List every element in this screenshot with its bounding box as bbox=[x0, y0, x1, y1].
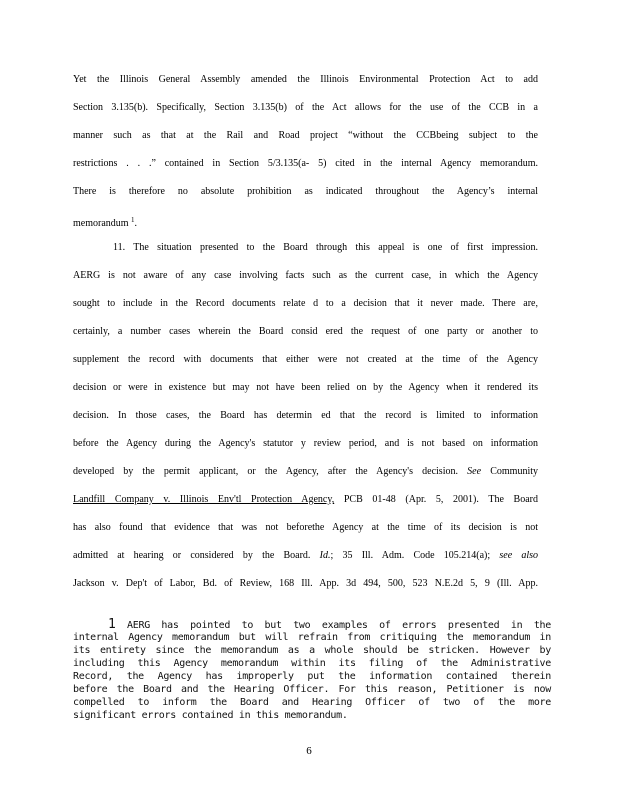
body-line: AERG is not aware of any case involving facts such as the current case, in which the Agency bbox=[73, 270, 538, 281]
memo-word: memorandum bbox=[73, 218, 129, 229]
footnote-reference: 1 bbox=[131, 216, 135, 224]
page-number: 6 bbox=[306, 745, 312, 757]
see-signal: See bbox=[467, 466, 482, 477]
footnote-number: 1 bbox=[108, 617, 116, 632]
footnote-line: 1 AERG has pointed to but two examples of errors presented in the bbox=[108, 617, 551, 632]
community-word: Community bbox=[490, 466, 539, 477]
footnote-line: its entirety since the memorandum as a whole should be stricken. However by bbox=[73, 645, 551, 656]
see-also-signal: see also bbox=[499, 550, 539, 561]
footnote-line: internal Agency memorandum but will refrain from critiquing the memorandum in bbox=[73, 632, 551, 643]
body-line: restrictions . . .” contained in Section 5/3.135(a- 5) cited in the internal Agency memorandum. bbox=[73, 158, 538, 169]
id-citation: ; 35 Ill. Adm. Code 105.214(a); bbox=[330, 550, 491, 561]
memo-end: . bbox=[134, 218, 138, 229]
body-line bbox=[73, 214, 538, 230]
paragraph-11-first-line: 11. The situation presented to the Board through this appeal is one of first impression. bbox=[113, 242, 538, 253]
body-line: There is therefore no absolute prohibition as indicated throughout the Agency’s internal bbox=[73, 186, 538, 197]
body-line: manner such as that at the Rail and Road project “without the CCBbeing subject to the bbox=[73, 130, 538, 141]
body-line: Yet the Illinois General Assembly amended the Illinois Environmental Protection Act to add bbox=[73, 74, 538, 85]
footnote-line: significant errors contained in this memorandum. bbox=[73, 710, 348, 721]
body-line: decision or were in existence but may not have been relied on by the Agency when it rendered its bbox=[73, 382, 538, 393]
case-name: Landfill Company v. Illinois Env'tl Protection Agency, bbox=[73, 494, 335, 505]
body-line bbox=[73, 494, 538, 506]
body-line: admitted at hearing or considered by the Board. Id.; 35 Ill. Adm. Code 105.214(a); see also bbox=[73, 550, 539, 561]
id-signal: Id. bbox=[319, 550, 331, 561]
body-line: Jackson v. Dep't of Labor, Bd. of Review, 168 Ill. App. 3d 494, 500, 523 N.E.2d 5, 9 (Ill. App. bbox=[73, 578, 538, 589]
body-line: before the Agency during the Agency's statutor y review period, and is not based on information bbox=[73, 438, 538, 449]
body-line: Section 3.135(b). Specifically, Section 3.135(b) of the Act allows for the use of the CCB in a bbox=[73, 102, 538, 113]
footnote-line: compelled to inform the Board and Hearing Officer of two of the more bbox=[73, 697, 551, 708]
body-line: supplement the record with documents that either were not created at the time of the Agency bbox=[73, 354, 538, 365]
footnote-line: before the Board and the Hearing Officer. For this reason, Petitioner is now bbox=[73, 684, 551, 695]
body-line: decision. In those cases, the Board has determin ed that the record is limited to information bbox=[73, 410, 538, 421]
body-line: sought to include in the Record documents relate d to a decision that it never made. There are, bbox=[73, 298, 538, 309]
footnote-line: Record, the Agency has improperly put the information contained therein bbox=[73, 671, 551, 682]
body-line: certainly, a number cases wherein the Board consid ered the request of one party or another to bbox=[73, 326, 538, 337]
body-line: has also found that evidence that was not beforethe Agency at the time of its decision is not bbox=[73, 522, 538, 533]
case-citation: PCB 01-48 (Apr. 5, 2001). The Board bbox=[343, 494, 538, 505]
body-line: developed by the permit applicant, or the Agency, after the Agency's decision. See Community bbox=[73, 466, 539, 477]
footnote-line: including this Agency memorandum within its filing of the Administrative bbox=[73, 658, 551, 669]
